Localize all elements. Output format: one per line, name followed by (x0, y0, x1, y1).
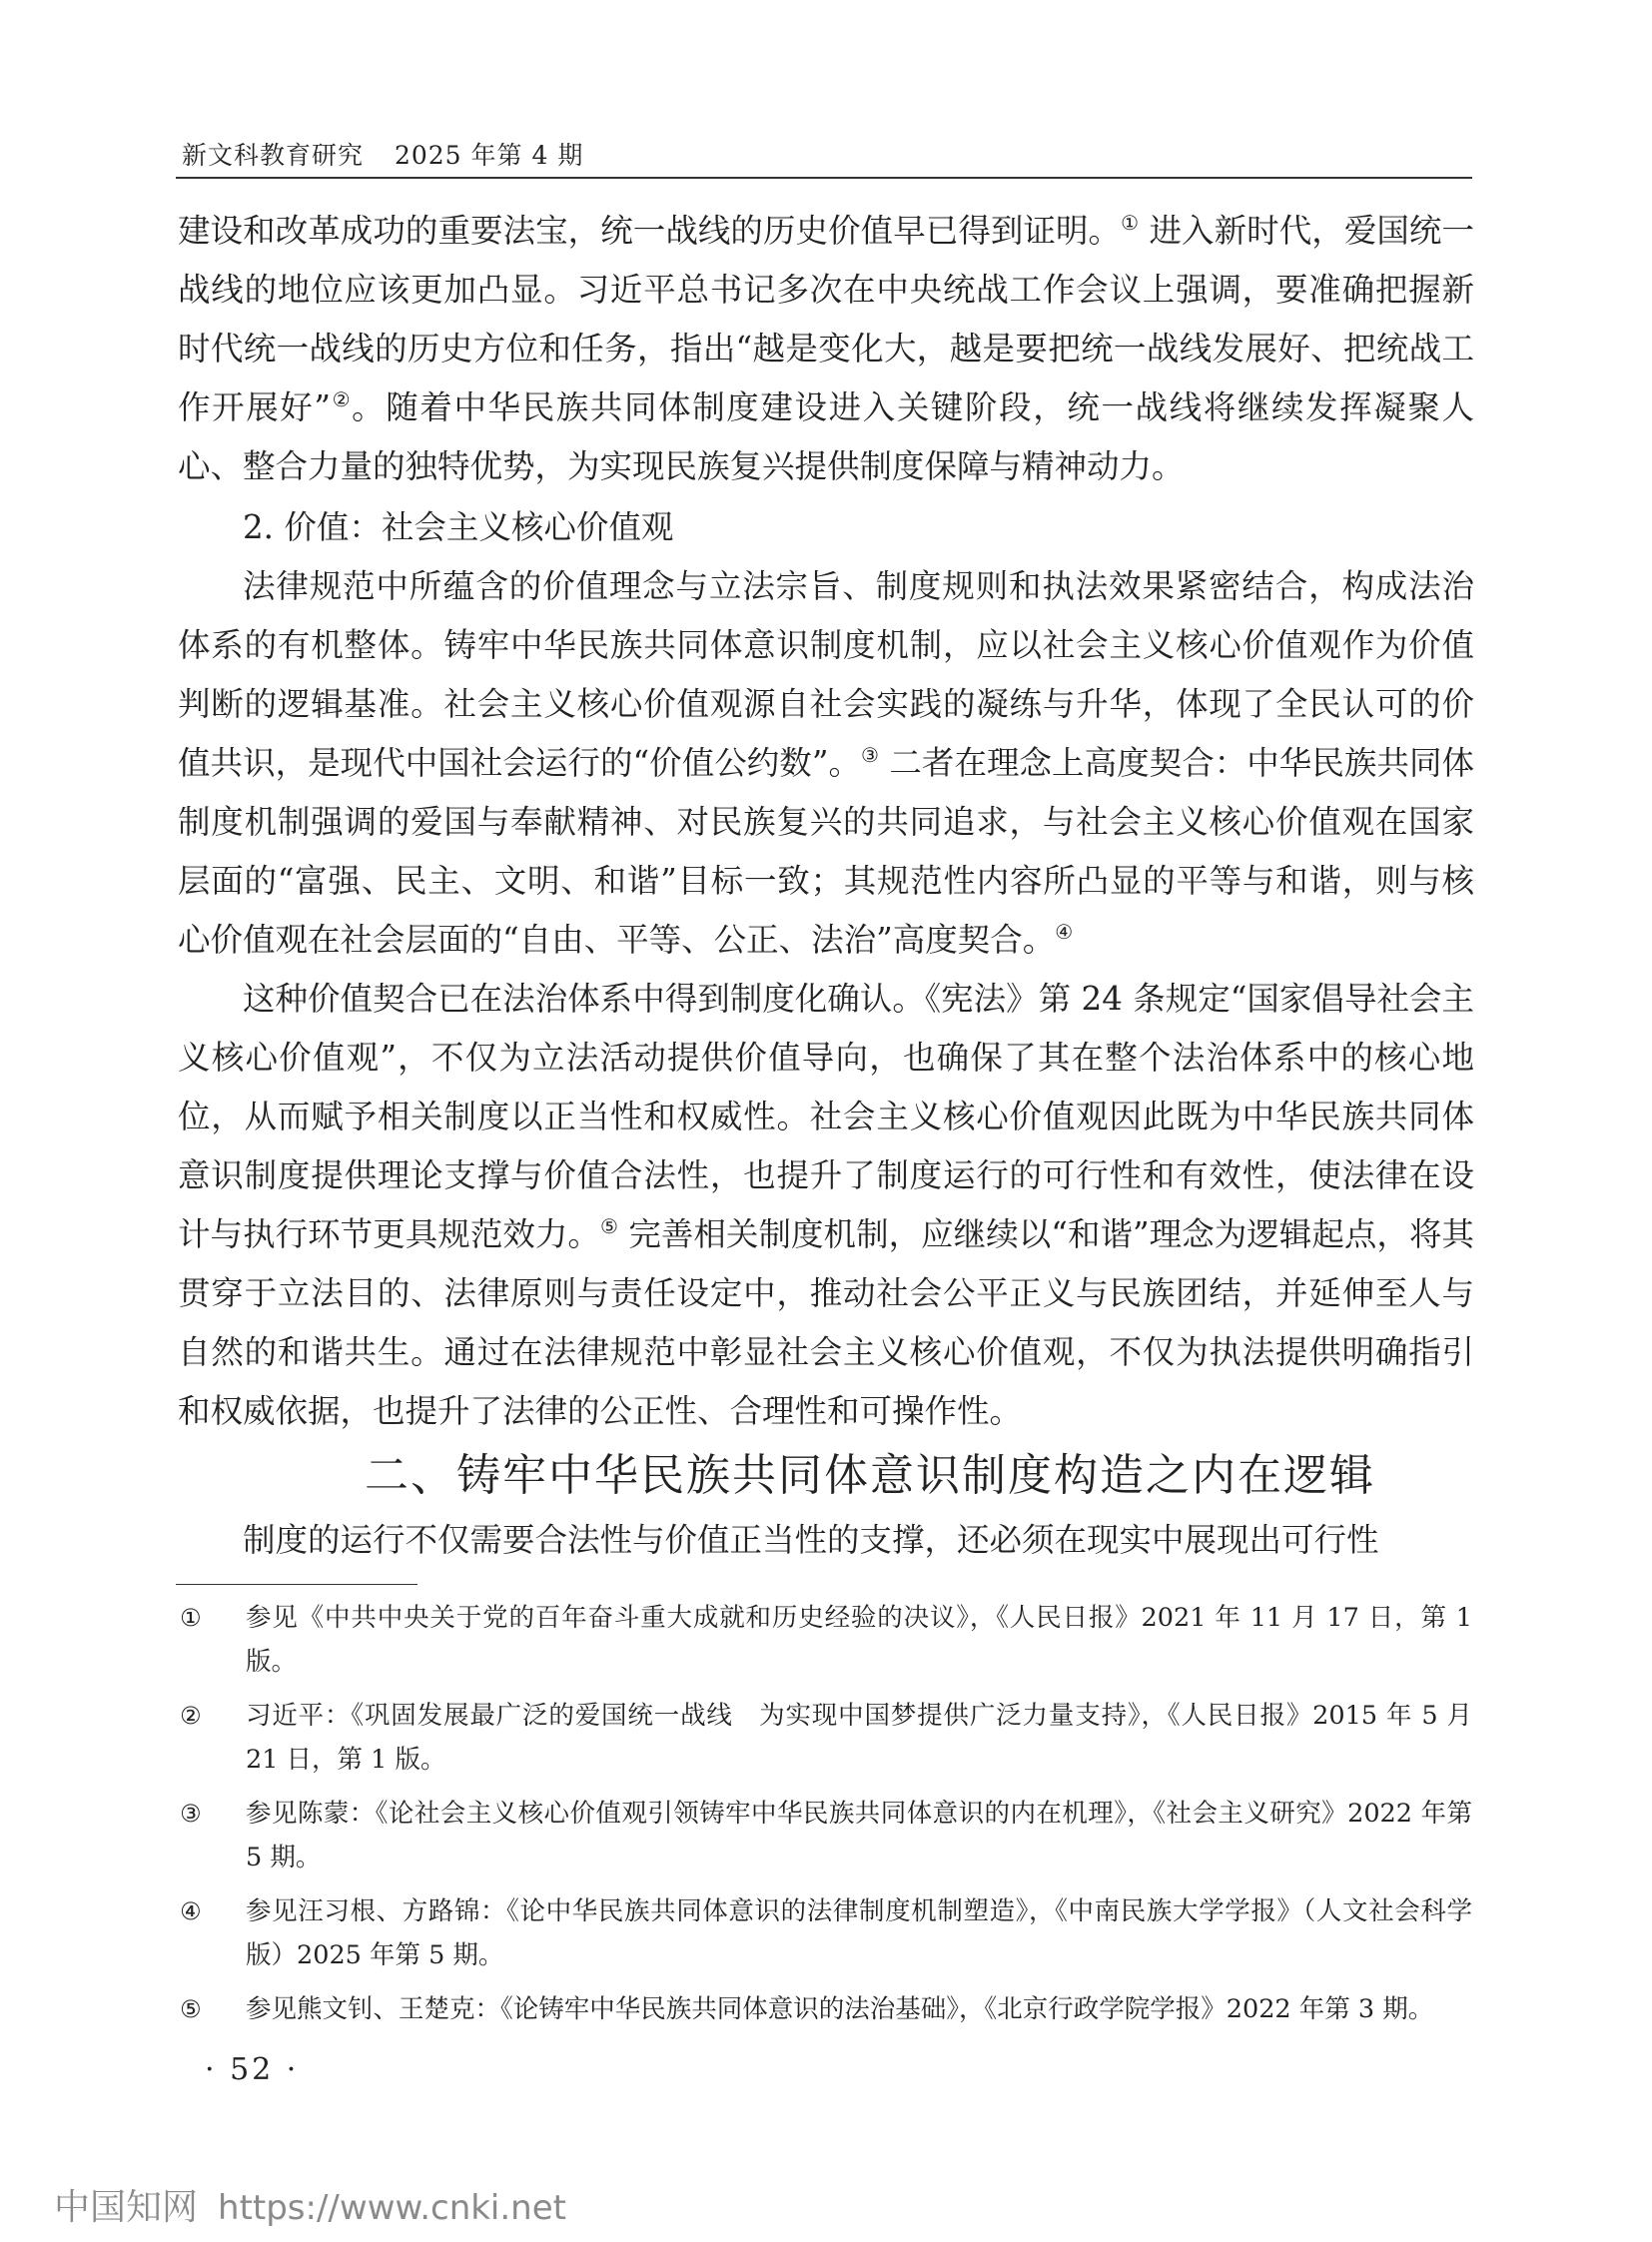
footnote-3: ③ 参见陈蒙：《论社会主义核心价值观引领铸牢中华民族共同体意识的内在机理》，《社会主义研究》2022 年第 5 期。 (180, 1799, 1472, 1872)
issue-label: 2025 年第 4 期 (394, 141, 584, 170)
footnote-ref-4[interactable]: ④ (1055, 920, 1074, 944)
journal-name: 新文科教育研究 (182, 141, 365, 170)
page-number: · 52 · (205, 2052, 300, 2087)
watermark-url[interactable]: https://www.cnki.net (218, 2188, 566, 2228)
subheading: 2. 价值：社会主义核心价值观 (243, 508, 674, 546)
header-rule (176, 177, 1472, 179)
main-text (178, 202, 1474, 1570)
footnote-ref-5[interactable]: ⑤ (599, 1214, 618, 1238)
paragraph-4: 制度的运行不仅需要合法性与价值正当性的支撑，还必须在现实中展现出可行性 (243, 1521, 1379, 1559)
footnote-5: ⑤ 参见熊文钊、王楚克：《论铸牢中华民族共同体意识的法治基础》，《北京行政学院学报》2022 年第 3 期。 (180, 1994, 1434, 2024)
paragraph-3: 这种价值契合已在法治体系中得到制度化确认。《宪法》第 24 条规定“国家倡导社会主义核心价值观”，不仅为立法活动提供价值导向，也确保了其在整个法治体系中的核心地位，从而赋予相关制度以正当性和权威性。社会主义核心价值观因此既为中华民族共同体意识制度提供理论支撑与价值合法性，也提升了制度运行的可行性和有效性，使法律在设计与执行环节更具规范效力。⑤ 完善相关制度机制，应继续以“和谐”理念为逻辑起点，将其贯穿于立法目的、法律原则与责任设定中，推动社会公平正义与民族团结，并延伸至人与自然的和谐共生。通过在法律规范中彰显社会主义核心价值观，不仅为执法提供明确指引和权威依据，也提升了法律的公正性、合理性和可操作性。 (178, 980, 1474, 1430)
watermark-brand: 中国知网 (54, 2187, 199, 2228)
footnote-4: ④ 参见汪习根、方路锦：《论中华民族共同体意识的法律制度机制塑造》，《中南民族大学学报》（人文社会科学版）2025 年第 5 期。 (180, 1896, 1472, 1970)
paragraph-2: 法律规范中所蕴含的价值理念与立法宗旨、制度规则和执法效果紧密结合，构成法治体系的有机整体。铸牢中华民族共同体意识制度机制，应以社会主义核心价值观作为价值判断的逻辑基准。社会主义核心价值观源自社会实践的凝练与升华，体现了全民认可的价值共识，是现代中国社会运行的“价值公约数”。③ 二者在理念上高度契合：中华民族共同体制度机制强调的爱国与奉献精神、对民族复兴的共同追求，与社会主义核心价值观在国家层面的“富强、民主、文明、和谐”目标一致；其规范性内容所凸显的平等与和谐，则与核心价值观在社会层面的“自由、平等、公正、法治”高度契合。④ (178, 567, 1474, 959)
footnote-ref-3[interactable]: ③ (861, 743, 879, 767)
footnote-2: ② 习近平：《巩固发展最广泛的爱国统一战线 为实现中国梦提供广泛力量支持》，《人民日报》2015 年 5 月 21 日，第 1 版。 (180, 1701, 1472, 1775)
footnote-1: ① 参见《中共中央关于党的百年奋斗重大成就和历史经验的决议》，《人民日报》2021 年 11 月 17 日，第 1 版。 (180, 1603, 1472, 1677)
footnote-ref-2[interactable]: ② (331, 387, 353, 411)
running-header (182, 136, 605, 172)
section-title: 二、铸牢中华民族共同体意识制度构造之内在逻辑 (365, 1450, 1375, 1501)
paragraph-1: 建设和改革成功的重要法宝，统一战线的历史价值早已得到证明。① 进入新时代，爱国统一战线的地位应该更加凸显。习近平总书记多次在中央统战工作会议上强调，要准确把握新时代统一战线的历史方位和任务，指出“越是变化大，越是要把统一战线发展好、把统战工作开展好”②。随着中华民族共同体制度建设进入关键阶段，统一战线将继续发挥凝聚人心、整合力量的独特优势，为实现民族复兴提供制度保障与精神动力。 (178, 211, 1474, 485)
footnotes (176, 1596, 1472, 2041)
footnote-rule (176, 1584, 417, 1585)
cnki-watermark (54, 2179, 566, 2230)
footnote-ref-1[interactable]: ① (1121, 211, 1140, 235)
